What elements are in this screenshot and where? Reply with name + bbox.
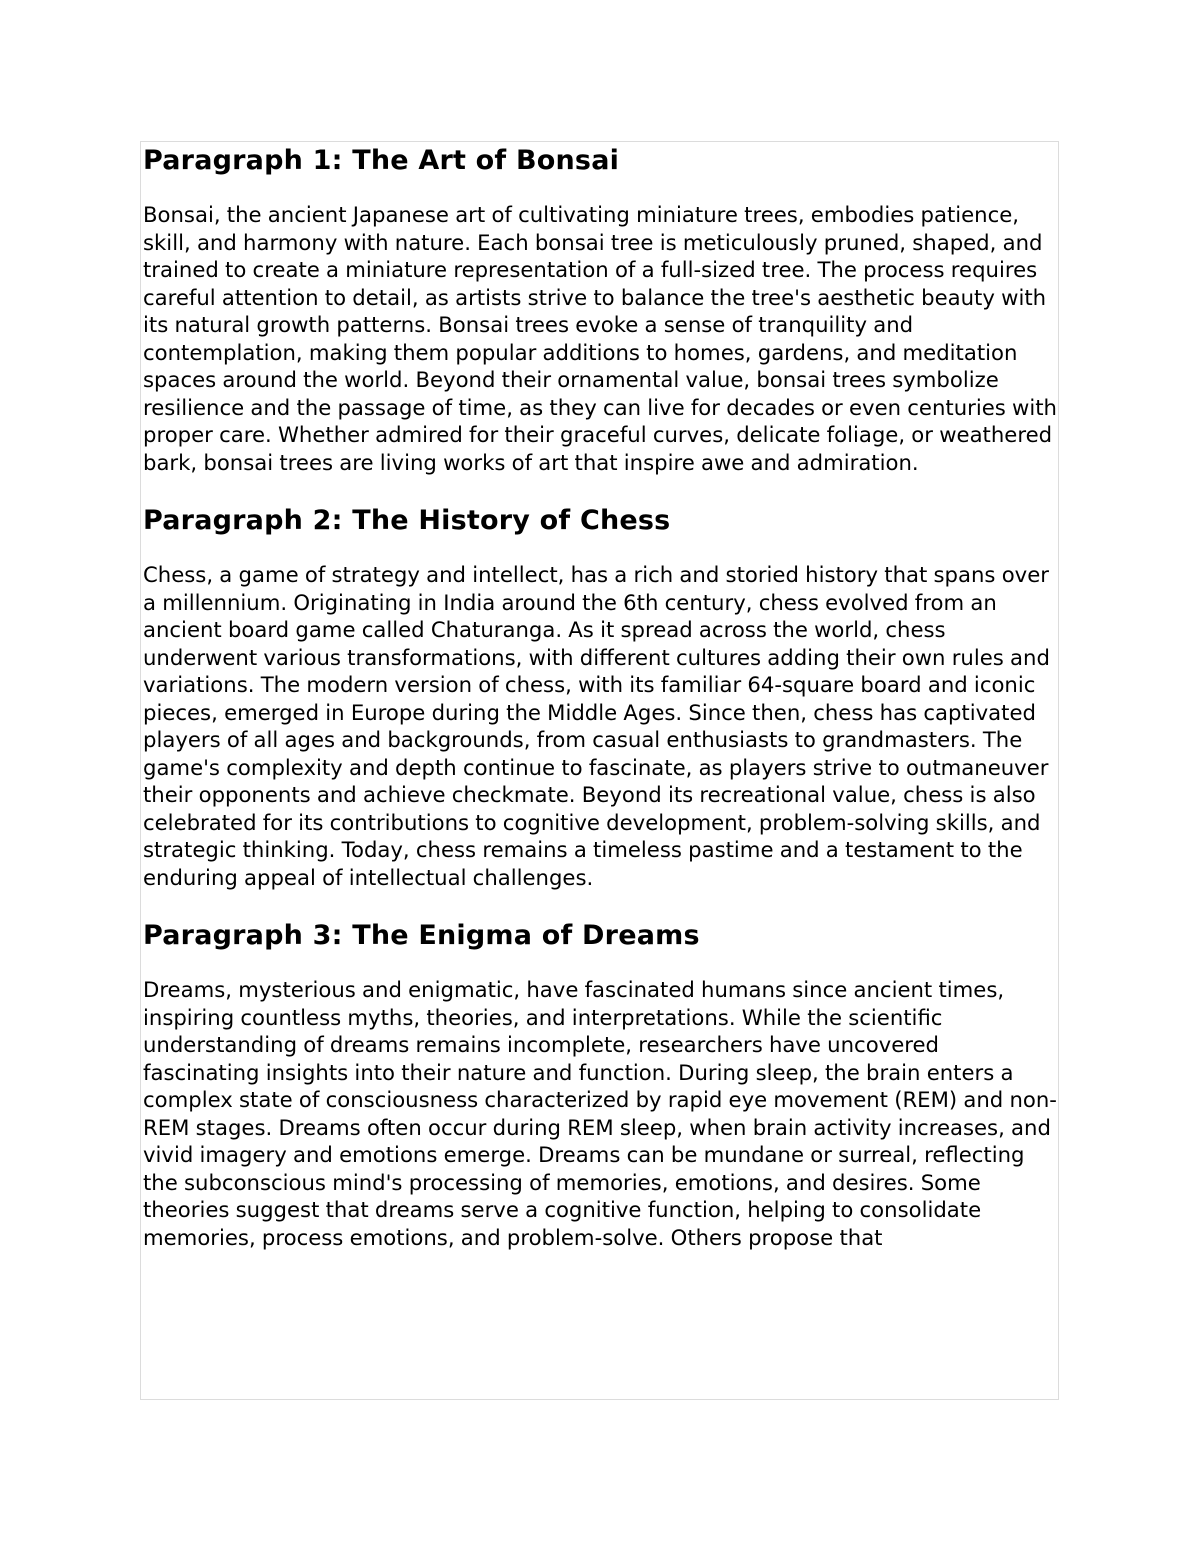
section-3-body: Dreams, mysterious and enigmatic, have fascinated humans since ancient times, inspiring countless myths, theories, and interpretations. While the scientific understanding of dreams remains incomplete, researchers have uncovered fascinating insights into their nature and function. During sleep, the brain enters a complex state of consciousness characterized by rapid eye movement (REM) and non-REM stages. Dreams often occur during REM sleep, when brain activity increases, and vivid imagery and emotions emerge. Dreams can be mundane or surreal, reflecting the subconscious mind's processing of memories, emotions, and desires. Some theories suggest that dreams serve a cognitive function, helping to consolidate memories, process emotions, and problem-solve. Others propose that — [143, 977, 1057, 1250]
document-content — [143, 142, 1059, 1251]
section-2-heading: Paragraph 2: The History of Chess — [143, 505, 671, 536]
document-frame — [140, 141, 1059, 1400]
section-3-heading: Paragraph 3: The Enigma of Dreams — [143, 920, 700, 951]
section-1-heading: Paragraph 1: The Art of Bonsai — [143, 145, 620, 176]
section-1-body: Bonsai, the ancient Japanese art of cultivating miniature trees, embodies patience, skill, and harmony with nature. Each bonsai tree is meticulously pruned, shaped, and trained to create a miniature representation of a full-sized tree. The process requires careful attention to detail, as artists strive to balance the tree's aesthetic beauty with its natural growth patterns. Bonsai trees evoke a sense of tranquility and contemplation, making them popular additions to homes, gardens, and meditation spaces around the world. Beyond their ornamental value, bonsai trees symbolize resilience and the passage of time, as they can live for decades or even centuries with proper care. Whether admired for their graceful curves, delicate foliage, or weathered bark, bonsai trees are living works of art that inspire awe and admiration. — [143, 202, 1057, 475]
section-2-body: Chess, a game of strategy and intellect, has a rich and storied history that spans over a millennium. Originating in India around the 6th century, chess evolved from an ancient board game called Chaturanga. As it spread across the world, chess underwent various transformations, with different cultures adding their own rules and variations. The modern version of chess, with its familiar 64-square board and iconic pieces, emerged in Europe during the Middle Ages. Since then, chess has captivated players of all ages and backgrounds, from casual enthusiasts to grandmasters. The game's complexity and depth continue to fascinate, as players strive to outmaneuver their opponents and achieve checkmate. Beyond its recreational value, chess is also celebrated for its contributions to cognitive development, problem-solving skills, and strategic thinking. Today, chess remains a timeless pastime and a testament to the enduring appeal of intellectual challenges. — [143, 562, 1050, 890]
